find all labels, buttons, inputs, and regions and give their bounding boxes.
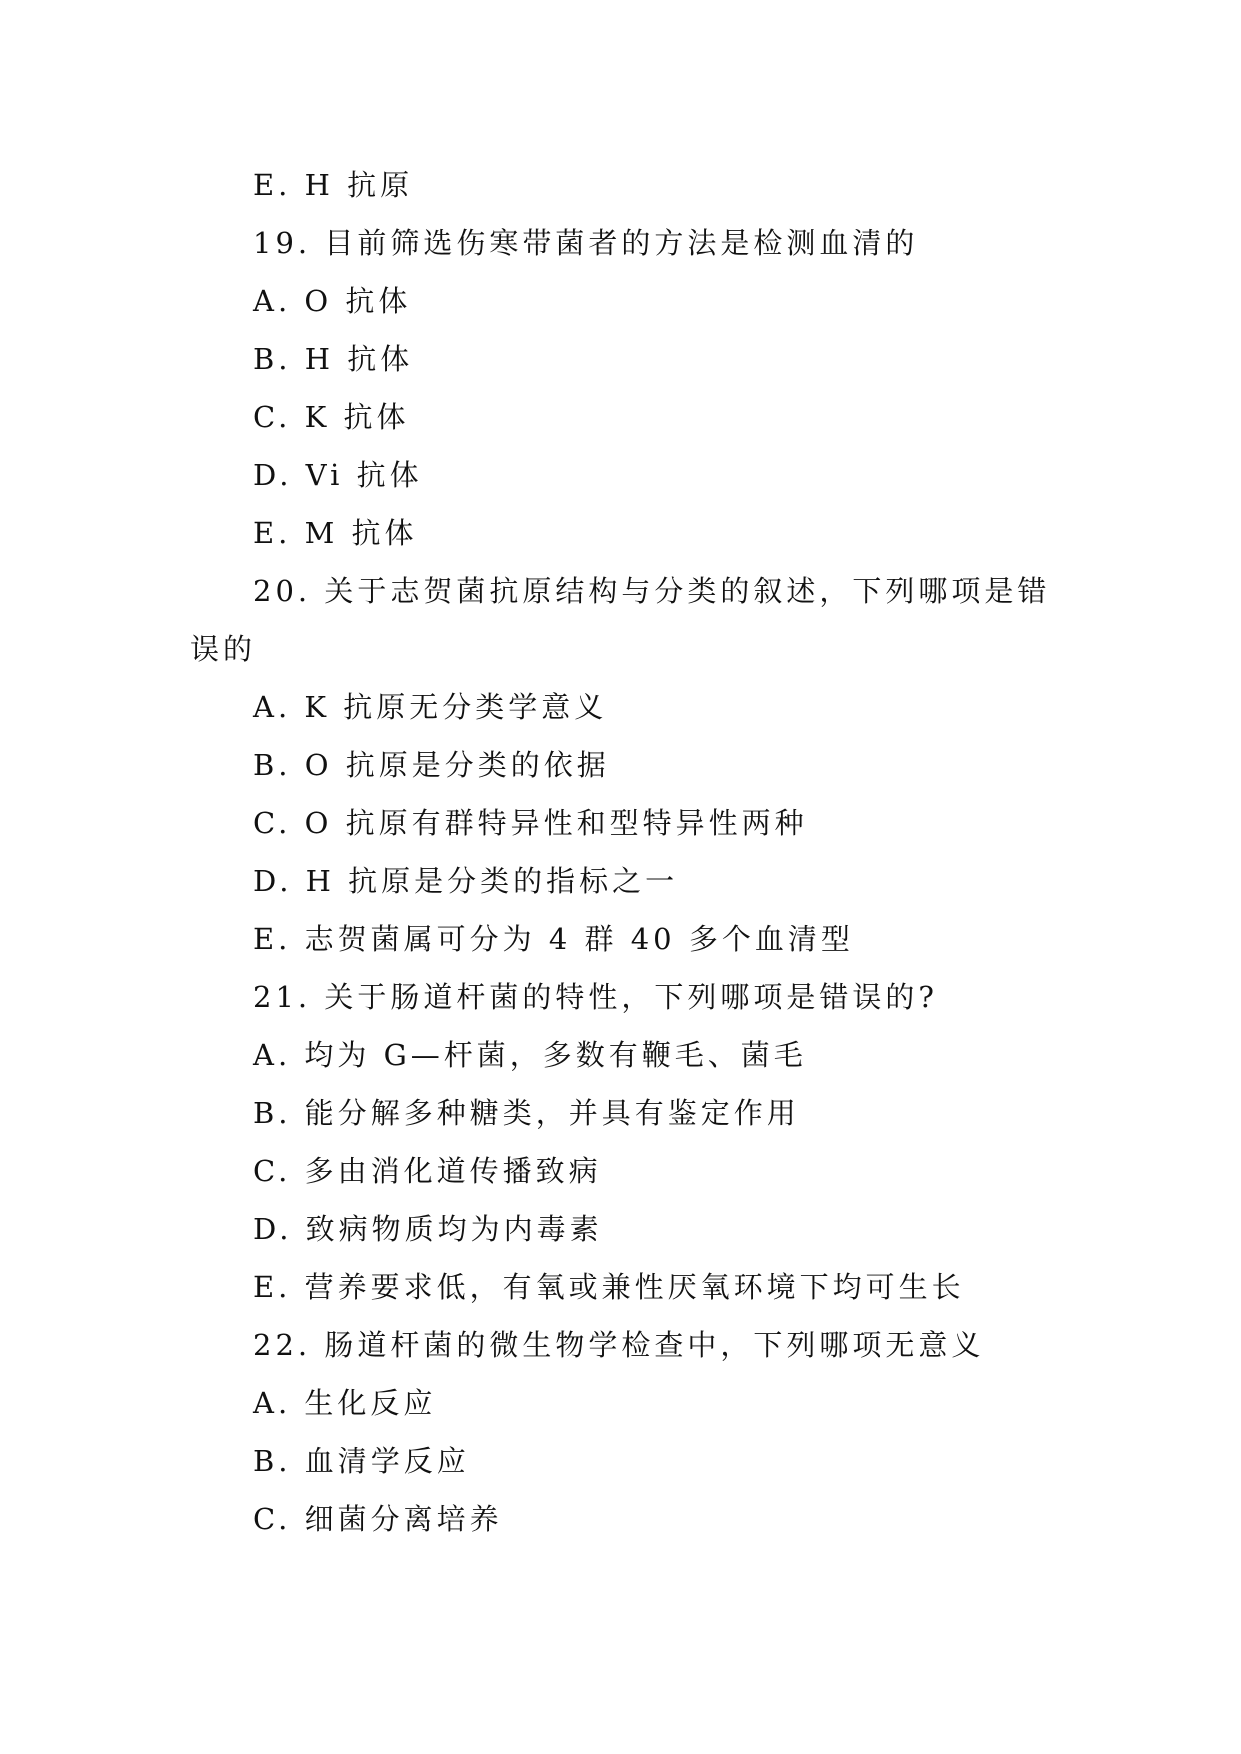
question-21: 21. 关于肠道杆菌的特性，下列哪项是错误的? [253,980,938,1014]
option-e-q21: E. 营养要求低，有氧或兼性厌氧环境下均可生长 [253,1270,965,1304]
option-e-q19: E. M 抗体 [253,516,418,550]
option-b-q20: B. O 抗原是分类的依据 [253,748,610,782]
option-a-q21: A. 均为 G—杆菌，多数有鞭毛、菌毛 [253,1038,807,1072]
option-d-q19: D. Vi 抗体 [253,458,423,492]
option-d-q21: D. 致病物质均为内毒素 [253,1212,603,1246]
option-b-q22: B. 血清学反应 [253,1444,470,1478]
option-b-q19: B. H 抗体 [253,342,414,376]
question-20: 20. 关于志贺菌抗原结构与分类的叙述，下列哪项是错 [253,574,1051,608]
option-d-q20: D. H 抗原是分类的指标之一 [253,864,679,898]
option-c-q19: C. K 抗体 [253,400,410,434]
question-20-continuation: 误的 [190,632,257,666]
option-a-q19: A. O 抗体 [253,284,412,318]
option-c-q20: C. O 抗原有群特异性和型特异性两种 [253,806,808,840]
option-e-q18: E. H 抗原 [253,168,414,202]
question-19: 19. 目前筛选伤寒带菌者的方法是检测血清的 [253,226,919,260]
option-a-q22: A. 生化反应 [253,1386,437,1420]
option-c-q21: C. 多由消化道传播致病 [253,1154,602,1188]
question-22: 22. 肠道杆菌的微生物学检查中，下列哪项无意义 [253,1328,985,1362]
option-b-q21: B. 能分解多种糖类，并具有鉴定作用 [253,1096,800,1130]
option-c-q22: C. 细菌分离培养 [253,1502,503,1536]
option-e-q20: E. 志贺菌属可分为 4 群 40 多个血清型 [253,922,854,956]
option-a-q20: A. K 抗原无分类学意义 [253,690,608,724]
